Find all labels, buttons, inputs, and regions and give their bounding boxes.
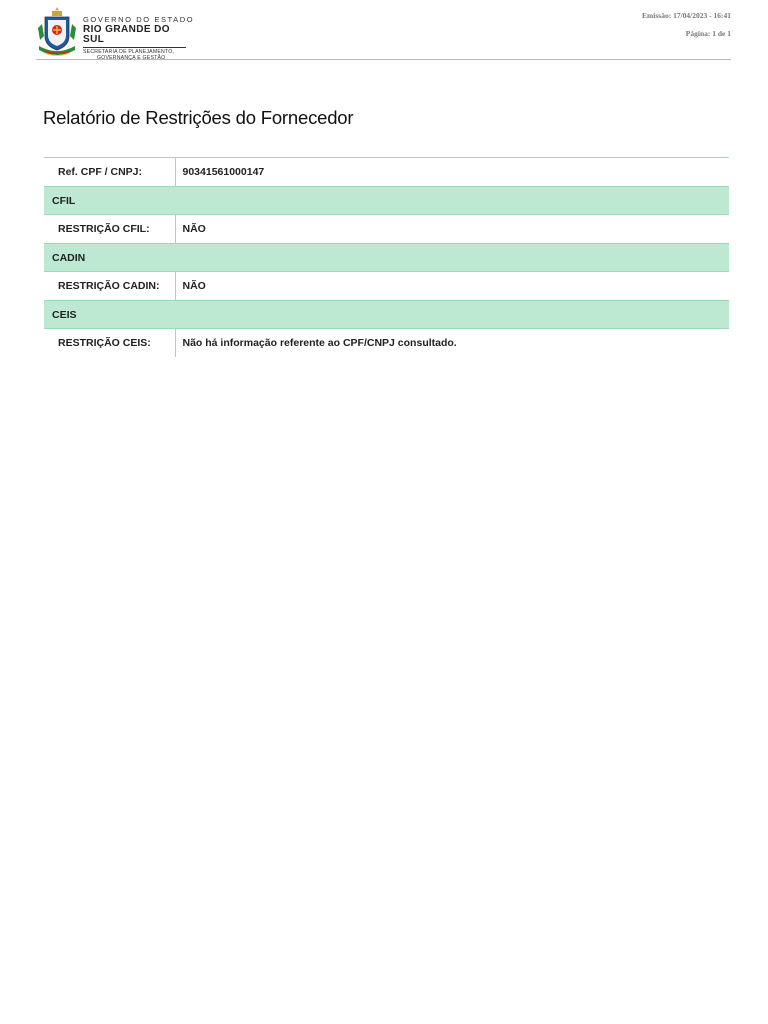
section-title: CEIS (44, 301, 729, 329)
document-header (36, 4, 731, 60)
section-title: CFIL (44, 187, 729, 215)
restriction-value: NÃO (175, 272, 729, 301)
page-number: Página: 1 de 1 (685, 29, 731, 38)
restriction-row-cfil (44, 215, 729, 244)
organization-name (83, 16, 194, 61)
section-title: CADIN (44, 244, 729, 272)
emission-timestamp: Emissão: 17/04/2023 - 16:41 (642, 11, 731, 20)
org-line-3: SECRETARIA DE PLANEJAMENTO, (83, 48, 175, 55)
ref-label: Ref. CPF / CNPJ: (44, 158, 175, 187)
section-header-cadin (44, 244, 729, 272)
section-header-ceis (44, 301, 729, 329)
restriction-label: RESTRIÇÃO CEIS: (44, 329, 175, 358)
ref-row (44, 158, 729, 187)
restriction-label: RESTRIÇÃO CFIL: (44, 215, 175, 244)
ref-value: 90341561000147 (175, 158, 729, 187)
org-line-4: GOVERNANÇA E GESTÃO (97, 54, 166, 61)
restrictions-table (44, 157, 729, 357)
org-line-2: RIO GRANDE DO SUL (83, 25, 186, 48)
org-line-1: GOVERNO DO ESTADO (83, 15, 195, 24)
restriction-row-ceis (44, 329, 729, 358)
restriction-label: RESTRIÇÃO CADIN: (44, 272, 175, 301)
section-header-cfil (44, 187, 729, 215)
coat-of-arms-icon (36, 6, 78, 58)
restriction-value: Não há informação referente ao CPF/CNPJ consultado. (175, 329, 729, 358)
page-title: Relatório de Restrições do Fornecedor (43, 107, 354, 128)
restriction-value: NÃO (175, 215, 729, 244)
restriction-row-cadin (44, 272, 729, 301)
document-meta (642, 11, 731, 47)
